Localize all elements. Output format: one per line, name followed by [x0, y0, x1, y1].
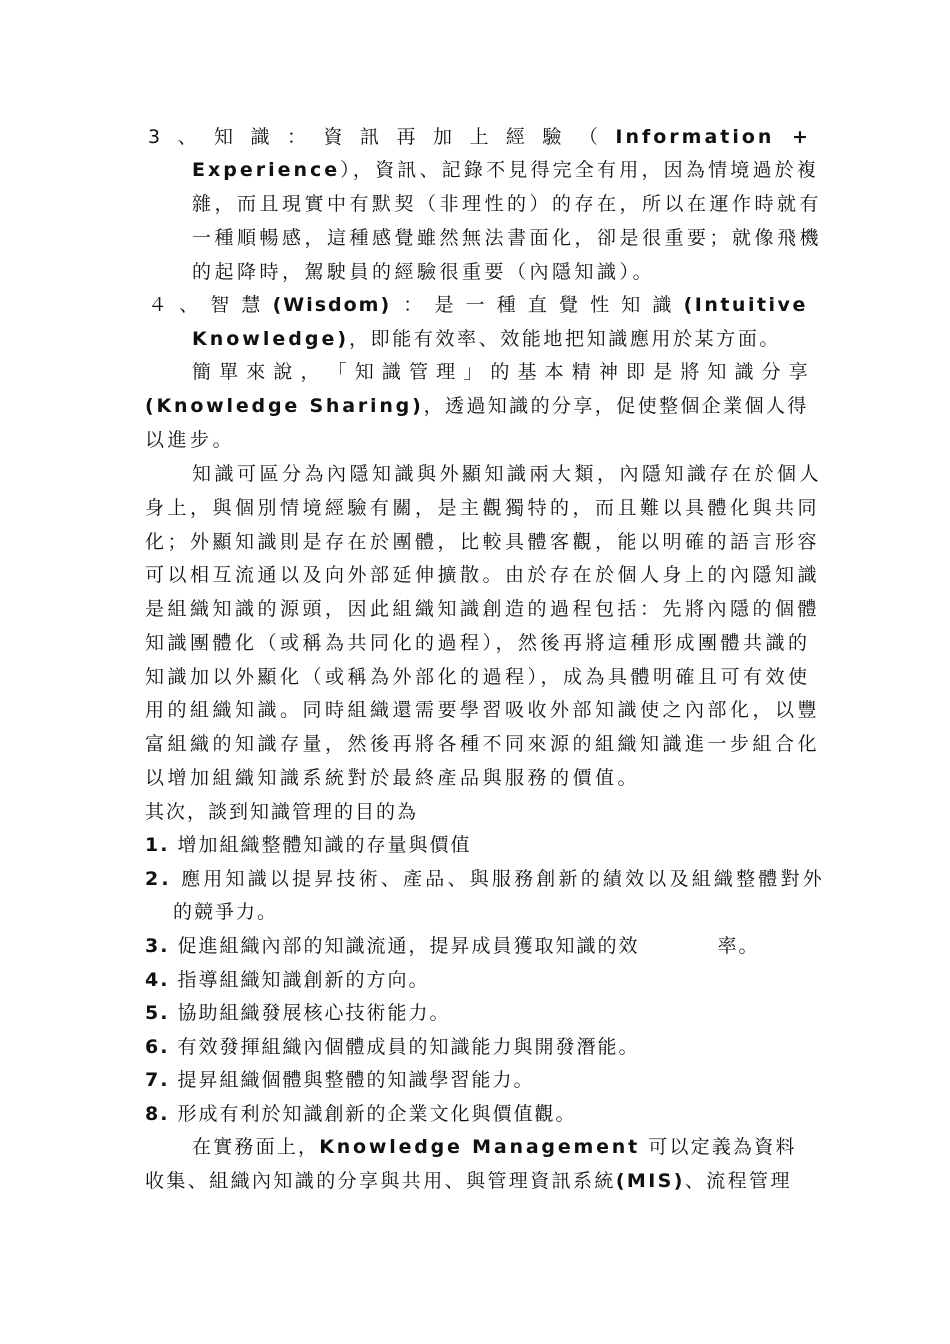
item-4-bold-term-3: Knowledge): [192, 328, 350, 350]
para-2-line-1: 知識可區分為內隱知識與外顯知識兩大類，內隱知識存在於個人: [192, 463, 823, 485]
goal-number: 1.: [145, 834, 170, 856]
item-3-char: 知: [214, 126, 234, 148]
item-4-bold-term-2: (Intuitive: [683, 294, 808, 316]
para-1-char: 知: [354, 361, 374, 383]
item-3-char: （: [578, 126, 598, 148]
item-4-char: 種: [496, 294, 516, 316]
item-4-char: 性: [590, 294, 610, 316]
para-2-line-9: 富組織的知識存量，然後再將各種不同來源的組織知識進一步組合化: [145, 733, 821, 755]
para-1-char: 識: [381, 361, 401, 383]
goal-item-7: [145, 1063, 535, 1097]
item-3-char: ：: [287, 126, 307, 148]
para-1-char: 即: [626, 361, 646, 383]
item-4-sep: 、: [179, 294, 199, 316]
item-4-char: 是: [434, 294, 454, 316]
goal-item-4: [145, 963, 430, 997]
item-4-char: 慧: [241, 294, 261, 316]
para-2-line-3: 化；外顯知識則是存在於團體，比較具體客觀，能以明確的語言形容: [145, 531, 821, 553]
para-1-char: 基: [517, 361, 537, 383]
item-4-char: 一: [465, 294, 485, 316]
item-3-line-5: 的起降時，駕駛員的經驗很重要（內隱知識）。: [192, 261, 656, 283]
goal-item-8: [145, 1097, 577, 1131]
item-3-plus: +: [791, 126, 808, 148]
item-3-number: 3: [148, 126, 161, 148]
para-1-char: 知: [707, 361, 727, 383]
para-3-text: 收集、組織內知識的分享與共用、與管理資訊系統: [145, 1170, 616, 1192]
item-4-char: 智: [210, 294, 230, 316]
goal-number: 2.: [145, 868, 172, 890]
item-4-line-2-text: ，即能有效率、效能地把知識應用於某方面。: [349, 328, 782, 350]
goal-item-2-cont: 的競爭力。: [173, 901, 279, 923]
para-2-line-5: 是組織知識的源頭，因此組織知識創造的過程包括：先將內隱的個體: [145, 598, 821, 620]
item-4-char: 識: [652, 294, 672, 316]
para-1-line-3: 以進步。: [145, 429, 236, 451]
goal-number: 6.: [145, 1036, 170, 1058]
para-1-char: 識: [734, 361, 754, 383]
para-3-text: 、流程管理: [684, 1170, 792, 1192]
item-4-char: ：: [403, 294, 423, 316]
para-1-char: 本: [544, 361, 564, 383]
para-2-line-4: 可以相互流通以及向外部延伸擴散。由於存在於個人身上的內隱知識: [145, 564, 821, 586]
para-1-char: 理: [436, 361, 456, 383]
item-3-char: 加: [432, 126, 452, 148]
item-3-char: 上: [469, 126, 489, 148]
para-1-char: 管: [409, 361, 429, 383]
item-3-char: 再: [396, 126, 416, 148]
item-3-char: 驗: [542, 126, 562, 148]
goal-item-2: [145, 862, 825, 896]
para-1-char: 精: [571, 361, 591, 383]
goals-intro: 其次，談到知識管理的目的為: [145, 801, 419, 823]
para-1-char: 享: [788, 361, 808, 383]
goal-text: 有效發揮組織內個體成員的知識能力與開發潛能。: [177, 1036, 640, 1058]
para-1-line-1: [192, 355, 808, 389]
item-4-char: 知: [621, 294, 641, 316]
item-3-bold-term: Information: [615, 126, 775, 148]
goal-text: 提昇組織個體與整體的知識學習能力。: [177, 1069, 535, 1091]
goal-item-3: [145, 929, 760, 963]
para-1-char: 分: [761, 361, 781, 383]
goal-number: 3.: [145, 935, 170, 957]
para-1-char: 單: [219, 361, 239, 383]
para-3-line-2: [145, 1164, 792, 1198]
goal-item-6: [145, 1030, 640, 1064]
para-3-text: 在實務面上，: [192, 1136, 320, 1158]
goal-text: 增加組織整體知識的存量與價值: [177, 834, 472, 856]
goal-text: 指導組織知識創新的方向。: [177, 969, 430, 991]
para-3-text: 可以定義為資料: [640, 1136, 797, 1158]
item-3-line-4: 一種順暢感，這種感覺雖然無法書面化，卻是很重要；就像飛機: [192, 227, 823, 249]
para-1-char: 將: [680, 361, 700, 383]
item-3-line-3: 雜，而且現實中有默契（非理性的）的存在，所以在運作時就有: [192, 193, 823, 215]
para-1-char: 神: [598, 361, 618, 383]
para-1-char: ，: [300, 361, 320, 383]
para-1-line-2: [145, 389, 809, 423]
para-1-char: 是: [653, 361, 673, 383]
para-1-char: 說: [273, 361, 293, 383]
goal-number: 4.: [145, 969, 170, 991]
item-3-bold-term-2: Experience: [192, 159, 341, 181]
para-1-line-2-text: ，透過知識的分享，促使整個企業個人得: [423, 395, 809, 417]
goal-text: 應用知識以提昇技術、產品、與服務創新的績效以及組織整體對外: [181, 868, 825, 890]
para-2-line-7: 知識加以外顯化（或稱為外部化的過程），成為具體明確且可有效使: [145, 666, 811, 688]
para-3-bold-term-2: (MIS): [615, 1170, 685, 1192]
goal-number: 7.: [145, 1069, 170, 1091]
item-3-line-1: [148, 120, 808, 154]
item-3-char: 經: [505, 126, 525, 148]
item-3-char: 訊: [359, 126, 379, 148]
goal-item-1: [145, 828, 472, 862]
item-4-bold-term: (Wisdom): [272, 294, 392, 316]
para-3-line-1: [192, 1130, 797, 1164]
item-4-number: ４: [148, 294, 168, 316]
goal-text: 促進組織內部的知識流通，提昇成員獲取知識的效: [177, 935, 640, 957]
item-4-char: 覺: [559, 294, 579, 316]
item-4-line-1: [148, 288, 808, 322]
goal-item-5: [145, 996, 451, 1030]
para-2-line-6: 知識團體化（或稱為共同化的過程），然後再將這種形成團體共識的: [145, 632, 811, 654]
item-4-line-2: [192, 322, 781, 356]
para-1-char: 」: [463, 361, 483, 383]
para-2-line-2: 身上，與個別情境經驗有關，是主觀獨特的，而且難以具體化與共同: [145, 497, 821, 519]
para-3-bold-term: Knowledge Management: [319, 1136, 641, 1158]
item-3-line-2-text: ），資訊、記錄不見得完全有用，因為情境過於複: [340, 159, 820, 181]
goal-text: 協助組織發展核心技術能力。: [177, 1002, 451, 1024]
para-1-char: 來: [246, 361, 266, 383]
para-2-line-10: 以增加組織知識系統對於最終產品與服務的價值。: [145, 767, 641, 789]
goal-number: 8.: [145, 1103, 170, 1125]
para-1-char: 的: [490, 361, 510, 383]
item-3-char: 資: [323, 126, 343, 148]
para-1-char: 「: [327, 361, 347, 383]
para-2-line-8: 用的組織知識。同時組織還需要學習吸收外部知識使之內部化，以豐: [145, 699, 821, 721]
item-3-line-2: [192, 153, 819, 187]
item-4-char: 直: [527, 294, 547, 316]
para-1-bold-term: (Knowledge Sharing): [145, 395, 424, 417]
goal-text: 形成有利於知識創新的企業文化與價值觀。: [177, 1103, 577, 1125]
item-3-sep: 、: [177, 126, 197, 148]
para-1-char: 簡: [192, 361, 212, 383]
item-3-char: 識: [250, 126, 270, 148]
goal-text-tail: 率。: [717, 935, 760, 957]
goal-number: 5.: [145, 1002, 170, 1024]
